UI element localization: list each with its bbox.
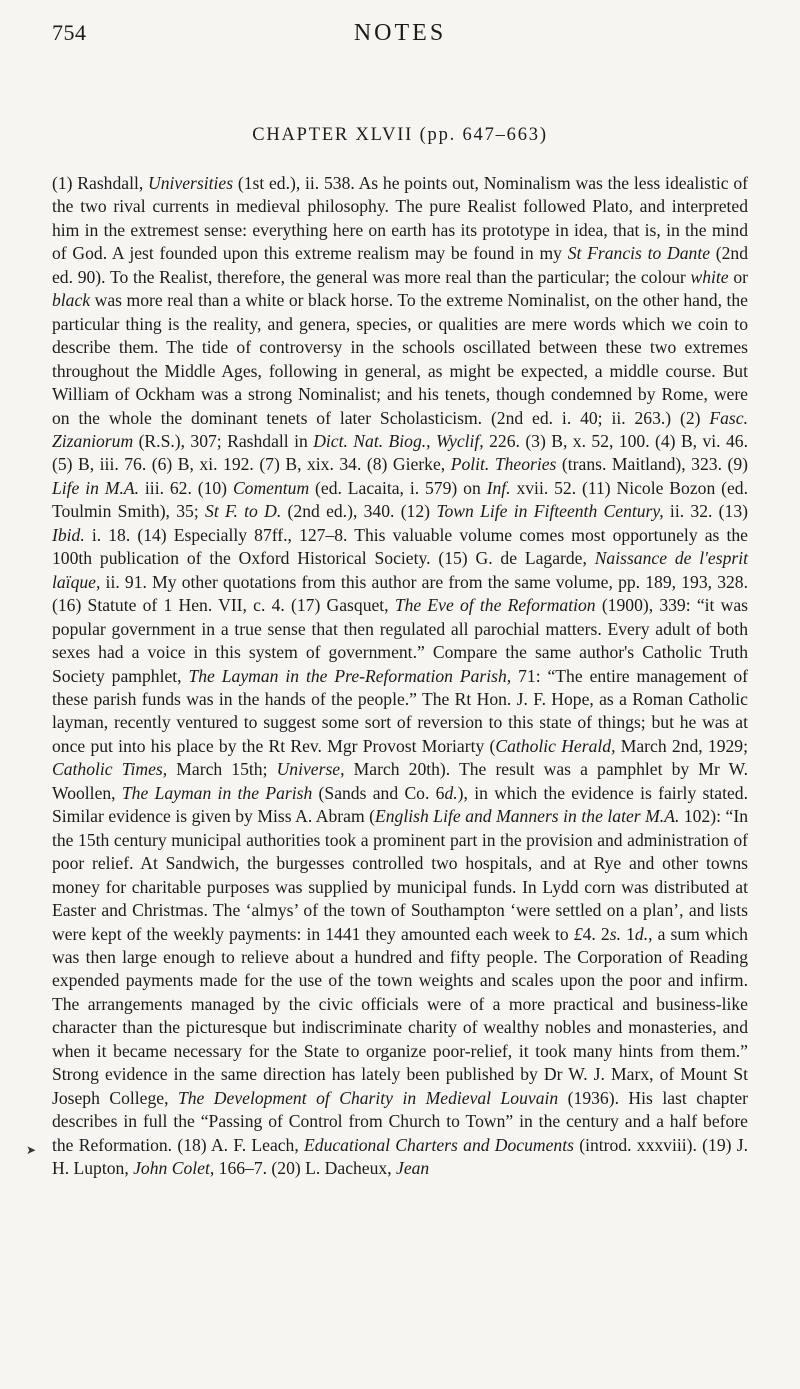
note-text: 226. (3) B, x. 52, 100. (4) B, vi. 46. (5) B, iii. 76. (6) B, xi. 192. (7) B, xix. 34. (8) Gierke, — [52, 430, 748, 475]
note-title: d., — [634, 923, 653, 944]
note-title: d. — [444, 782, 458, 803]
note-text: March 20th). The result was a pamphlet by Mr W. Woollen, — [52, 759, 748, 803]
page-header — [52, 20, 748, 60]
note-text: (2nd ed. 90). To the Realist, therefore, the general was more real than the particular; the colour — [52, 243, 749, 287]
note-text: (trans. Maitland), 323. (9) — [556, 454, 748, 475]
note-title: Fasc. Zizaniorum — [52, 407, 748, 451]
note-title: John Colet, — [133, 1158, 215, 1179]
note-title: Universities — [148, 173, 234, 193]
note-title: Universe, — [276, 759, 345, 780]
note-text: a sum which was then large enough to relieve about a hundred and fifty people. The Corporation of Reading expended payments made for the use of the town weights and scales upon the poor and infirm. The arrangements managed by the civic officials were of a more practical and business-like character than the picturesque but indiscriminate charity of wealthy nobles and monasteries, and when it became necessary for the State to organize poor-relief, it took many hints from them.” Strong evidence in the same direction has lately been published by Dr W. J. Marx, of Mount St Joseph College, — [52, 923, 748, 1108]
note-text: xvii. 52. (11) Nicole Bozon (ed. Toulmin Smith), 35; — [52, 477, 748, 522]
note-text: was more real than a white or black horse. To the extreme Nominalist, on the other hand, the particular thing is the reality, and genera, species, or qualities are mere words which we coin to describe them. The tide of controversy in the schools oscillated between these two extremes throughout the Middle Ages, following in general, as might be expected, a middle course. But William of Ockham was a strong Nominalist; and his tenets, though condemned by Rome, were on the whole the dominant tenets of later Scholasticism. (2nd ed. i. 40; ii. 263.) (2) — [52, 290, 748, 428]
note-title: Educational Charters and Documents — [304, 1134, 574, 1155]
note-title: Ibid. — [52, 524, 85, 545]
note-title: £ — [573, 923, 583, 944]
note-title: Polit. Theories — [450, 454, 557, 475]
note-title: The Layman in the Parish — [121, 782, 313, 803]
note-title: Comentum — [232, 477, 310, 498]
note-text: (Sands and Co. 6 — [312, 782, 445, 803]
chapter-heading: CHAPTER XLVII (pp. 647–663) — [252, 125, 548, 145]
note-text: ), in which the evidence is fairly stated. Similar evidence is given by Miss A. Abram ( — [52, 782, 748, 827]
note-text: ii. 32. (13) — [663, 501, 748, 522]
note-text: 71: “The entire management of these parish funds was in the hands of the people.” The Rt Hon. J. F. Hope, as a Roman Catholic layman, recently ventured to suggest some sort of reversion to this state of things; but he was at once put into his place by the Rt Rev. Mgr Provost Moriarty ( — [52, 665, 748, 756]
note-title: Catholic Herald, — [495, 735, 616, 756]
note-title: The Layman in the Pre-Reformation Parish, — [188, 665, 512, 686]
note-title: St F. to D. — [205, 501, 282, 522]
note-text: (1936). His last chapter describes in full the “Passing of Control from Church to Town” in the century and a half before the Reformation. (18) A. F. Leach, — [52, 1087, 749, 1155]
note-text: or — [728, 266, 748, 287]
note-text: 166–7. (20) L. Dacheux, — [214, 1158, 397, 1179]
running-head: NOTES — [353, 20, 447, 46]
note-text: (ed. Lacaita, i. 579) on — [309, 477, 487, 498]
note-title: white — [690, 266, 729, 287]
note-title: s. — [609, 923, 621, 944]
note-text: 4. 2 — [582, 923, 610, 944]
note-title: Inf. — [486, 477, 511, 498]
note-text: March 15th; — [167, 759, 277, 780]
note-text: (2nd ed.), 340. (12) — [281, 501, 437, 522]
note-title: black — [52, 290, 91, 311]
note-title: The Development of Charity in Medieval Louvain — [177, 1087, 559, 1108]
page-number: 754 — [52, 20, 87, 45]
notes-paragraph — [52, 172, 748, 1180]
note-title: The Eve of the Reformation — [394, 595, 596, 616]
note-title: St Francis to Dante — [567, 243, 711, 264]
note-text: March 2nd, 1929; — [615, 735, 748, 756]
note-title: Catholic Times, — [52, 759, 168, 780]
note-text: (1st ed.), ii. 538. As he points out, Nominalism was the less idealistic of the two rival currents in medieval philosophy. The pure Realist followed Plato, and interpreted him in the extremest sense: everything here on earth has its prototype in idea, that is, in the mind of God. A jest founded upon this extreme realism may be found in my — [52, 173, 748, 264]
note-title: Dict. Nat. Biog., Wyclif, — [313, 430, 484, 451]
notes-body — [52, 172, 748, 1180]
note-title: Town Life in Fifteenth Century, — [436, 501, 664, 522]
note-title: Jean — [396, 1158, 430, 1179]
note-text: 1 — [620, 923, 635, 944]
note-text: (R.S.), 307; Rashdall in — [133, 430, 314, 451]
margin-arrow-icon: ➤ — [26, 1143, 37, 1157]
note-title: English Life and Manners in the later M.A. — [375, 806, 680, 827]
note-text: 102): “In the 15th century municipal authorities took a prominent part in the provision and administration of poor relief. At Sandwich, the burgesses controlled two hospitals, and at Rye and other towns money for charitable purposes was supplied by municipal funds. In Lydd corn was distributed at Easter and Christmas. The ‘almys’ of the town of Southampton ‘were settled on a plan’, and lists were kept of the weekly payments: in 1441 they amounted each week to — [52, 806, 749, 944]
note-text: i. 18. (14) Especially 87ff., 127–8. This valuable volume comes most opportunely as the 100th publication of the Oxford Historical Society. (15) G. de Lagarde, — [52, 524, 748, 569]
note-text: ii. 91. My other quotations from this author are from the same volume, pp. 189, 193, 328. (16) Statute of 1 Hen. VII, c. 4. (17) Gasquet, — [52, 571, 748, 616]
note-title: Life in M.A. — [52, 477, 140, 498]
note-title: Naissance de l'esprit laïque, — [52, 548, 748, 592]
note-text: (introd. xxxviii). (19) J. H. Lupton, — [52, 1134, 749, 1179]
note-text: (1900), 339: “it was popular government in a true sense that then regulated all parochial matters. Every adult of both sexes had a voice in this system of government.” Compare the same author's Catholic Truth Society pamphlet, — [52, 595, 749, 686]
note-text: iii. 62. (10) — [139, 477, 233, 498]
note-text: (1) Rashdall, — [52, 173, 149, 193]
